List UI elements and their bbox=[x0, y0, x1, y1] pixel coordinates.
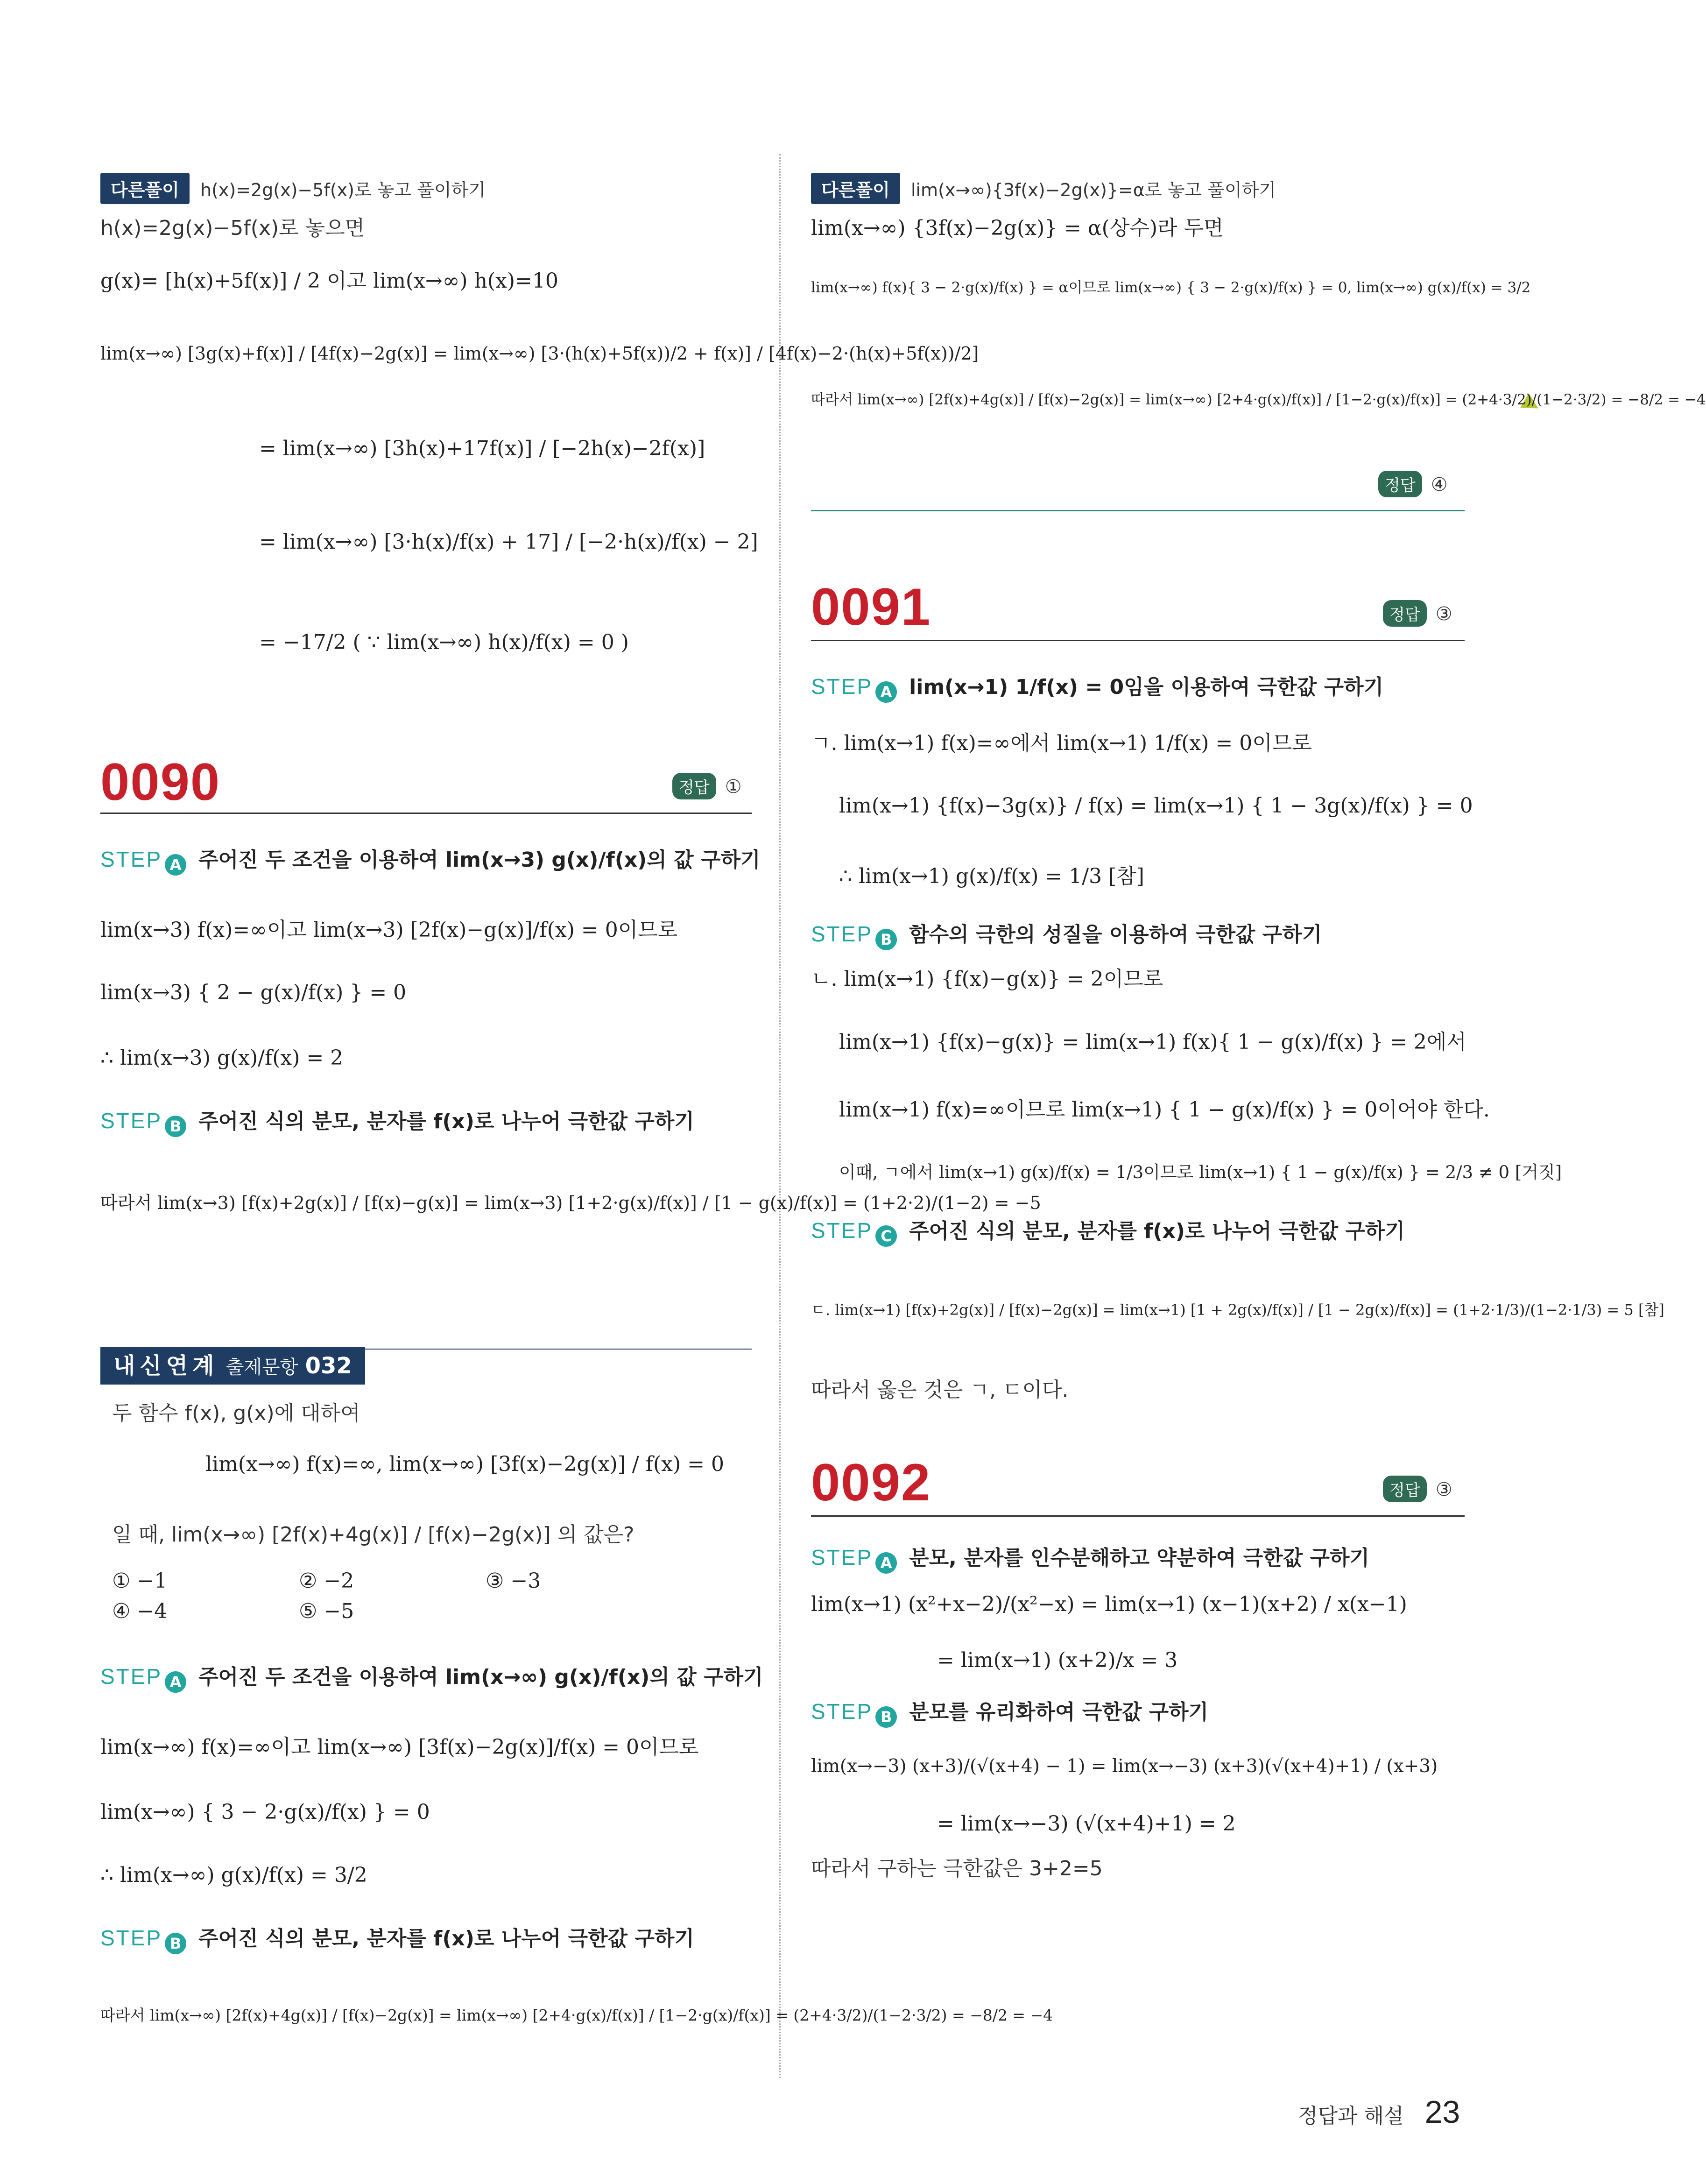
problem-question: 일 때, lim(x→∞) [2f(x)+4g(x)] / [f(x)−2g(x)] 의 값은? bbox=[112, 1523, 634, 1547]
problem-text: 두 함수 f(x), g(x)에 대하여 bbox=[112, 1401, 360, 1425]
step-letter: A bbox=[875, 681, 897, 703]
answer-value: ③ bbox=[1435, 603, 1452, 625]
conclusion: 따라서 옳은 것은 ㄱ, ㄷ이다. bbox=[811, 1378, 1069, 1402]
math-line: = −17/2 ( ∵ lim(x→∞) h(x)/f(x) = 0 ) bbox=[259, 630, 629, 654]
step-title: 주어진 두 조건을 이용하여 lim(x→3) g(x)/f(x)의 값 구하기 bbox=[198, 848, 761, 872]
step-label: STEP bbox=[811, 922, 873, 946]
problem-rule bbox=[100, 813, 752, 814]
step-label: STEP bbox=[100, 1109, 162, 1133]
choice: ③ −3 bbox=[486, 1569, 541, 1593]
step-label: STEP bbox=[100, 1926, 162, 1950]
linked-rule bbox=[100, 1349, 752, 1350]
math-line: lim(x→1) {f(x)−g(x)} = lim(x→1) f(x){ 1 − g(x)/f(x) } = 2에서 bbox=[839, 1030, 1466, 1054]
step-letter: B bbox=[875, 929, 897, 950]
step-letter: B bbox=[165, 1933, 186, 1954]
answer-badge: 정답 bbox=[672, 773, 716, 799]
answer-value: ④ bbox=[1431, 474, 1448, 495]
step-title: 분모, 분자를 인수분해하고 약분하여 극한값 구하기 bbox=[909, 1546, 1370, 1570]
problem-number: 0090 bbox=[100, 753, 221, 811]
step-title: lim(x→1) 1/f(x) = 0임을 이용하여 극한값 구하기 bbox=[909, 675, 1384, 699]
step-title: 함수의 극한의 성질을 이용하여 극한값 구하기 bbox=[909, 923, 1322, 947]
math-line: = lim(x→∞) [3·h(x)/f(x) + 17] / [−2·h(x)/f(x) − 2] bbox=[259, 530, 758, 554]
answer-tag bbox=[1378, 471, 1448, 497]
step-title: 주어진 식의 분모, 분자를 f(x)로 나누어 극한값 구하기 bbox=[198, 1927, 694, 1951]
math-line: lim(x→∞) f(x){ 3 − 2·g(x)/f(x) } = α이므로 lim(x→∞) { 3 − 2·g(x)/f(x) } = 0, lim(x→∞) g(x)/f(x) = 3/2 bbox=[811, 279, 1531, 296]
math-line: 따라서 lim(x→∞) [2f(x)+4g(x)] / [f(x)−2g(x)] = lim(x→∞) [2+4·g(x)/f(x)] / [1−2·g(x)/f(x)] = (2+4·3/2)/(1−2·3/2) = −8/2 = −4 bbox=[811, 391, 1706, 408]
step-title: 주어진 두 조건을 이용하여 lim(x→∞) g(x)/f(x)의 값 구하기 bbox=[198, 1665, 763, 1689]
answer-badge: 정답 bbox=[1383, 1476, 1427, 1502]
step-label: STEP bbox=[100, 847, 162, 871]
step-label: STEP bbox=[811, 1545, 873, 1569]
step-letter: A bbox=[165, 854, 186, 876]
linked-header-title: 내신연계 bbox=[113, 1353, 219, 1379]
answer-badge: 정답 bbox=[1383, 600, 1427, 627]
math-line: = lim(x→−3) (√(x+4)+1) = 2 bbox=[937, 1812, 1236, 1836]
linked-header-sub: 출제문항 bbox=[226, 1357, 298, 1378]
answer-tag bbox=[1383, 1476, 1452, 1502]
step-label: STEP bbox=[811, 674, 873, 699]
page-number: 23 bbox=[1424, 2094, 1460, 2130]
problem-rule bbox=[811, 1515, 1465, 1517]
answer-badge: 정답 bbox=[1378, 471, 1422, 497]
choice: ② −2 bbox=[299, 1569, 354, 1593]
step-b-heading bbox=[100, 1922, 694, 1954]
math-line: 따라서 lim(x→∞) [2f(x)+4g(x)] / [f(x)−2g(x)] = lim(x→∞) [2+4·g(x)/f(x)] / [1−2·g(x)/f(x)] = (2+4·3/2)/(1−2·3/2) = −8/2 = −4 bbox=[100, 2006, 1053, 2024]
alt-solution-header bbox=[100, 173, 486, 204]
step-b-heading bbox=[100, 1104, 694, 1137]
math-line: lim(x→1) f(x)=∞이므로 lim(x→1) { 1 − g(x)/f(x) } = 0이어야 한다. bbox=[839, 1098, 1490, 1122]
problem-number: 0092 bbox=[811, 1453, 931, 1512]
alt-solution-header bbox=[811, 173, 1276, 204]
math-line: ㄱ. lim(x→1) f(x)=∞에서 lim(x→1) 1/f(x) = 0이므로 bbox=[811, 731, 1312, 755]
step-letter: B bbox=[875, 1706, 897, 1728]
step-letter: A bbox=[165, 1671, 186, 1693]
math-line: lim(x→−3) (x+3)/(√(x+4) − 1) = lim(x→−3) (x+3)(√(x+4)+1) / (x+3) bbox=[811, 1756, 1438, 1777]
choice: ⑤ −5 bbox=[299, 1599, 354, 1623]
linked-header-num: 032 bbox=[305, 1353, 352, 1379]
step-title: 분모를 유리화하여 극한값 구하기 bbox=[909, 1700, 1209, 1724]
math-line: = lim(x→1) (x+2)/x = 3 bbox=[937, 1648, 1178, 1672]
page-footer bbox=[1298, 2094, 1460, 2130]
footer-label: 정답과 해설 bbox=[1298, 2104, 1404, 2128]
math-line: lim(x→1) {f(x)−3g(x)} / f(x) = lim(x→1) { 1 − 3g(x)/f(x) } = 0 bbox=[839, 794, 1473, 818]
step-a-heading bbox=[811, 1541, 1369, 1574]
math-line: g(x)= [h(x)+5f(x)] / 2 이고 lim(x→∞) h(x)=10 bbox=[100, 269, 558, 293]
math-line: lim(x→∞) f(x)=∞이고 lim(x→∞) [3f(x)−2g(x)]/f(x) = 0이므로 bbox=[100, 1735, 699, 1759]
math-line: ∴ lim(x→1) g(x)/f(x) = 1/3 [참] bbox=[839, 864, 1144, 888]
math-line: ㄴ. lim(x→1) {f(x)−g(x)} = 2이므로 bbox=[811, 967, 1163, 991]
math-line: 이때, ㄱ에서 lim(x→1) g(x)/f(x) = 1/3이므로 lim(x→1) { 1 − g(x)/f(x) } = 2/3 ≠ 0 [거짓] bbox=[839, 1162, 1562, 1182]
step-letter: C bbox=[875, 1225, 897, 1247]
math-line: h(x)=2g(x)−5f(x)로 놓으면 bbox=[100, 216, 365, 240]
math-line: lim(x→3) f(x)=∞이고 lim(x→3) [2f(x)−g(x)]/f(x) = 0이므로 bbox=[100, 918, 678, 942]
answer-value: ③ bbox=[1435, 1479, 1452, 1500]
step-a-heading bbox=[100, 1660, 763, 1693]
answer-tag bbox=[672, 773, 742, 799]
alt-solution-badge: 다른풀이 bbox=[811, 173, 900, 204]
math-line: lim(x→∞) [3g(x)+f(x)] / [4f(x)−2g(x)] = lim(x→∞) [3·(h(x)+5f(x))/2 + f(x)] / [4f(x)−2·(h(x)+5f(x))/2] bbox=[100, 343, 979, 364]
math-line: 따라서 lim(x→3) [f(x)+2g(x)] / [f(x)−g(x)] = lim(x→3) [1+2·g(x)/f(x)] / [1 − g(x)/f(x)] = (1+2·2)/(1−2) = −5 bbox=[100, 1193, 1041, 1213]
step-title: 주어진 식의 분모, 분자를 f(x)로 나누어 극한값 구하기 bbox=[198, 1110, 694, 1133]
choice: ① −1 bbox=[112, 1569, 168, 1593]
right-column bbox=[811, 0, 1706, 2184]
math-line: ㄷ. lim(x→1) [f(x)+2g(x)] / [f(x)−2g(x)] = lim(x→1) [1 + 2g(x)/f(x)] / [1 − 2g(x)/f(x)] = (1+2·1/3)/(1−2·1/3) = 5 [참] bbox=[811, 1301, 1664, 1319]
step-a-heading bbox=[100, 843, 760, 876]
step-letter: A bbox=[875, 1552, 897, 1574]
alt-solution-badge: 다른풀이 bbox=[100, 173, 190, 204]
conclusion: 따라서 구하는 극한값은 3+2=5 bbox=[811, 1857, 1103, 1880]
answer-tag bbox=[1383, 600, 1452, 627]
column-divider bbox=[779, 154, 781, 2078]
step-b-heading bbox=[811, 918, 1322, 950]
step-c-heading bbox=[811, 1214, 1405, 1247]
math-line: lim(x→3) { 2 − g(x)/f(x) } = 0 bbox=[100, 981, 407, 1004]
math-line: ∴ lim(x→∞) g(x)/f(x) = 3/2 bbox=[100, 1863, 367, 1887]
math-line: ∴ lim(x→3) g(x)/f(x) = 2 bbox=[100, 1046, 344, 1070]
math-line: lim(x→∞) {3f(x)−2g(x)} = α(상수)라 두면 bbox=[811, 216, 1224, 240]
answer-value: ① bbox=[725, 776, 742, 798]
step-b-heading bbox=[811, 1695, 1208, 1728]
step-label: STEP bbox=[100, 1664, 162, 1689]
problem-rule bbox=[811, 640, 1465, 641]
math-line: = lim(x→∞) [3h(x)+17f(x)] / [−2h(x)−2f(x)] bbox=[259, 437, 705, 460]
linked-problem-header bbox=[100, 1347, 365, 1385]
step-label: STEP bbox=[811, 1218, 873, 1243]
problem-number: 0091 bbox=[811, 578, 931, 636]
step-letter: B bbox=[165, 1116, 186, 1137]
math-line: lim(x→∞) { 3 − 2·g(x)/f(x) } = 0 bbox=[100, 1800, 430, 1824]
alt-solution-label: h(x)=2g(x)−5f(x)로 놓고 풀이하기 bbox=[200, 180, 486, 200]
math-line: lim(x→1) (x²+x−2)/(x²−x) = lim(x→1) (x−1)(x+2) / x(x−1) bbox=[811, 1592, 1407, 1616]
step-a-heading bbox=[811, 670, 1383, 703]
alt-solution-label: lim(x→∞){3f(x)−2g(x)}=α로 놓고 풀이하기 bbox=[910, 180, 1276, 200]
problem-condition: lim(x→∞) f(x)=∞, lim(x→∞) [3f(x)−2g(x)] / f(x) = 0 bbox=[205, 1452, 724, 1476]
choice: ④ −4 bbox=[112, 1599, 168, 1623]
step-label: STEP bbox=[811, 1699, 873, 1724]
step-title: 주어진 식의 분모, 분자를 f(x)로 나누어 극한값 구하기 bbox=[909, 1219, 1405, 1243]
